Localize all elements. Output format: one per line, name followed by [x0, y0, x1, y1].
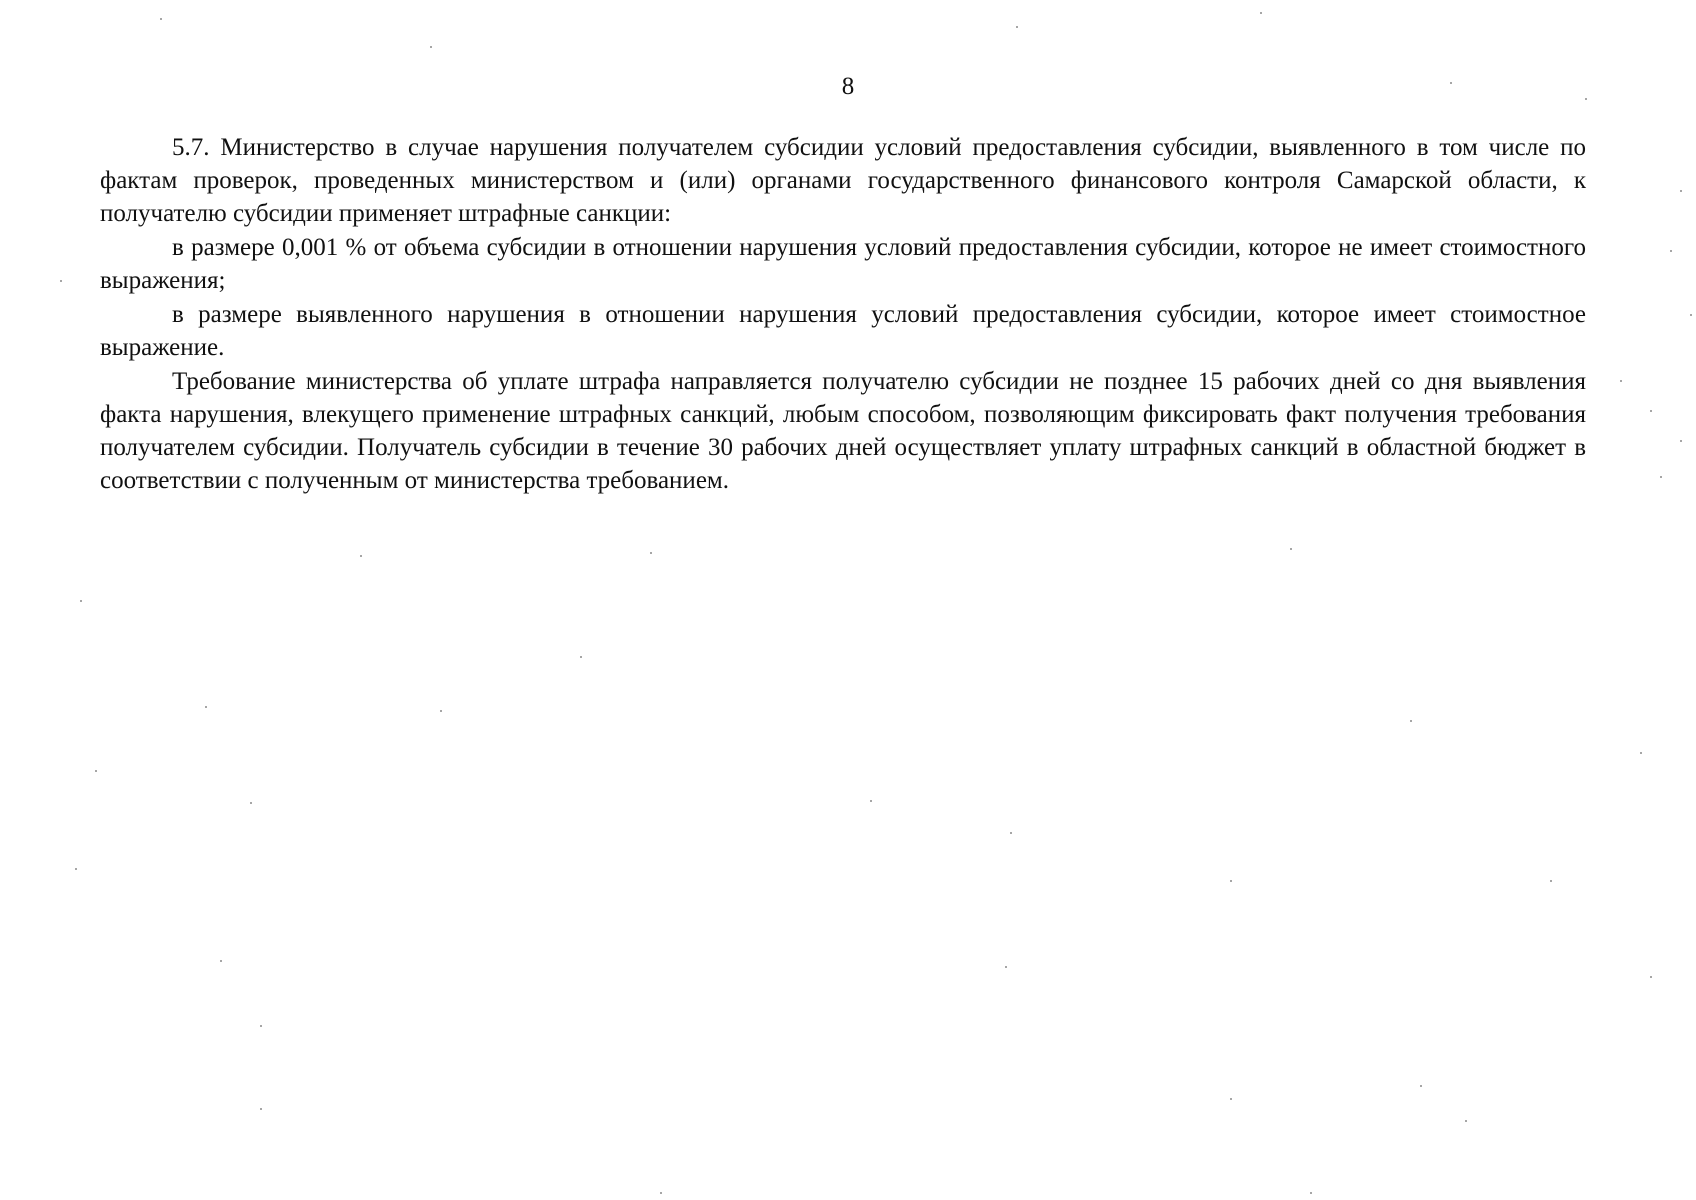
paragraph-penalty-monetary: в размере выявленного нарушения в отношении нарушения условий предоставления субсидии, которое имеет стоимостное выражение. — [100, 301, 1586, 361]
document-body — [100, 131, 1586, 498]
paragraph-penalty-non-monetary: в размере 0,001 % от объема субсидии в отношении нарушения условий предоставления субсидии, которое не имеет стоимостного выражения; — [100, 234, 1586, 294]
paragraph-5-7: 5.7. Министерство в случае нарушения получателем субсидии условий предоставления субсидии, выявленного в том числе по фактам проверок, проведенных министерством и (или) органами государственного финансового контроля Самарской области, к получателю субсидии применяет штрафные санкции: — [100, 134, 1586, 227]
paragraph-payment-requirement: Требование министерства об уплате штрафа направляется получателю субсидии не позднее 15 рабочих дней со дня выявления факта нарушения, влекущего применение штрафных санкций, любым способом, позволяющим фиксировать факт получения требования получателем субсидии. Получатель субсидии в течение 30 рабочих дней осуществляет уплату штрафных санкций в областной бюджет в соответствии с полученным от министерства требованием. — [100, 368, 1586, 494]
page-number: 8 — [841, 73, 855, 100]
